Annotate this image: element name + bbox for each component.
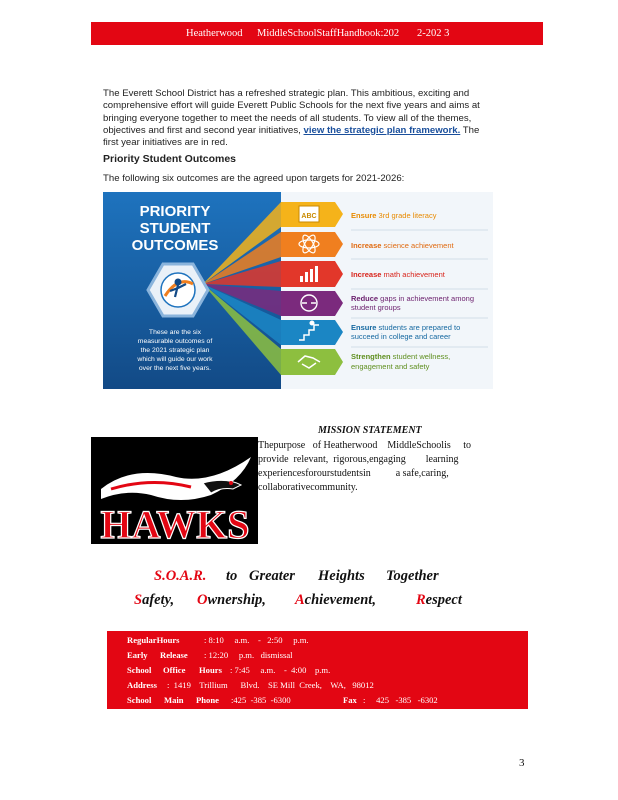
strategic-plan-link[interactable]: view the strategic plan framework.	[303, 124, 461, 136]
abc-icon-text: ABC	[301, 213, 317, 220]
header-year: 2-202 3	[417, 28, 450, 39]
graphic-title-line: OUTCOMES	[131, 237, 219, 254]
soar-word: Heights	[318, 568, 365, 584]
intro-line: bringing everyone together to meet the needs of all students. To view all of the themes,	[103, 112, 472, 124]
graphic-title-line: STUDENT	[139, 220, 211, 237]
mission-text	[258, 439, 490, 495]
graphic-caption-line: which will guide our work	[137, 356, 213, 363]
soar-value-respect	[416, 592, 462, 609]
outcome-text-line2: succeed in college and career	[351, 332, 451, 341]
info-value: : 1419 Trillium Blvd. SE Mill Creek, WA, 98012	[167, 680, 374, 690]
soar-value-rest: espect	[425, 592, 462, 608]
info-phone	[107, 693, 528, 708]
header-title: MiddleSchoolStaffHandbook:202	[257, 28, 400, 39]
soar-letter: O	[197, 592, 208, 608]
soar-letter: A	[295, 592, 305, 608]
info-value: : 12:20 p.m. dismissal	[204, 650, 293, 660]
info-value: : 425 -385 -6302	[363, 695, 438, 705]
info-value: : 8:10 a.m. - 2:50 p.m.	[204, 635, 309, 645]
info-address	[107, 678, 528, 693]
outcome-text: Ensure 3rd grade literacy	[351, 211, 437, 220]
header-band	[91, 22, 543, 45]
outcomes-heading: Priority Student Outcomes	[103, 153, 237, 165]
outcome-text: Reduce gaps in achievement among	[351, 294, 474, 303]
soar-value-achievement	[295, 592, 376, 609]
hawks-logo	[91, 437, 258, 544]
soar-word: Together	[386, 568, 439, 584]
district-emblem-icon	[148, 264, 208, 316]
mission-line: Thepurpose of Heatherwood MiddleSchoolis to	[258, 440, 472, 451]
intro-line: The Everett School District has a refreshed strategic plan. This ambitious, exciting and	[103, 88, 470, 99]
info-label: Hours	[199, 665, 222, 675]
page-number: 3	[519, 757, 525, 769]
soar-word: to	[226, 568, 238, 584]
header-school: Heatherwood	[186, 28, 243, 39]
soar-acronym: S.O.A.R.	[154, 568, 207, 584]
intro-line: first year initiatives are in red.	[103, 137, 228, 149]
intro-line: comprehensive effort will guide Everett Public Schools for the next five years and aims at	[103, 100, 480, 112]
info-regular-hours	[107, 633, 528, 648]
outcome-text: Increase science achievement	[351, 241, 454, 250]
intro-paragraph	[103, 88, 533, 149]
info-label: RegularHours	[127, 635, 180, 645]
intro-line-text: objectives and first and second year initiatives,	[103, 124, 301, 136]
soar-value-safety	[134, 592, 174, 609]
outcome-text-line2: student groups	[351, 303, 401, 312]
mission-title: MISSION STATEMENT	[318, 425, 422, 436]
info-label: Main	[164, 695, 184, 705]
info-value: : 7:45 a.m. - 4:00 p.m.	[230, 665, 331, 675]
graphic-caption-line: These are the six	[148, 329, 202, 336]
info-label: Early	[127, 650, 148, 660]
intro-line-text: The	[462, 124, 480, 136]
outcomes-subtitle: The following six outcomes are the agreed upon targets for 2021-2026:	[103, 173, 405, 184]
graphic-caption-line: the 2021 strategic plan	[140, 347, 210, 354]
hawks-wordmark: HAWKS	[100, 502, 250, 544]
graphic-caption-line: measurable outcomes of	[137, 338, 213, 345]
mission-line: experiencesforourstudentsin a safe,caring,	[258, 468, 449, 479]
graphic-title-line: PRIORITY	[139, 203, 211, 220]
soar-letter: S	[134, 592, 143, 608]
mission-line: collaborativecommunity.	[258, 482, 358, 493]
info-label: Release	[160, 650, 188, 660]
info-office-hours	[107, 663, 528, 678]
soar-value-ownership	[197, 592, 266, 609]
info-value: :425 -385 -6300	[231, 695, 291, 705]
outcome-text: Ensure students are prepared to	[351, 323, 461, 332]
soar-value-rest: afety,	[142, 592, 175, 608]
priority-outcomes-infographic	[103, 192, 493, 389]
info-label: Office	[163, 665, 186, 675]
outcome-text-line2: engagement and safety	[351, 362, 430, 371]
soar-word: Greater	[249, 568, 295, 584]
info-label: Address	[127, 680, 157, 690]
outcome-text: Strengthen student wellness,	[351, 352, 451, 361]
graphic-caption-line: over the next five years.	[138, 365, 212, 372]
info-label: Phone	[196, 695, 219, 705]
mission-line: provide relevant, rigorous,engaging learning	[258, 454, 459, 465]
soar-value-rest: chievement,	[304, 592, 376, 608]
info-label: School	[127, 665, 152, 675]
info-label: School	[127, 695, 152, 705]
soar-letter: R	[416, 592, 426, 608]
intro-line	[103, 125, 533, 137]
outcome-text: Increase math achievement	[351, 270, 445, 279]
school-info-box	[107, 631, 528, 709]
info-label: Fax	[343, 695, 357, 705]
soar-value-rest: wnership,	[207, 592, 266, 608]
info-early-release	[107, 648, 528, 663]
